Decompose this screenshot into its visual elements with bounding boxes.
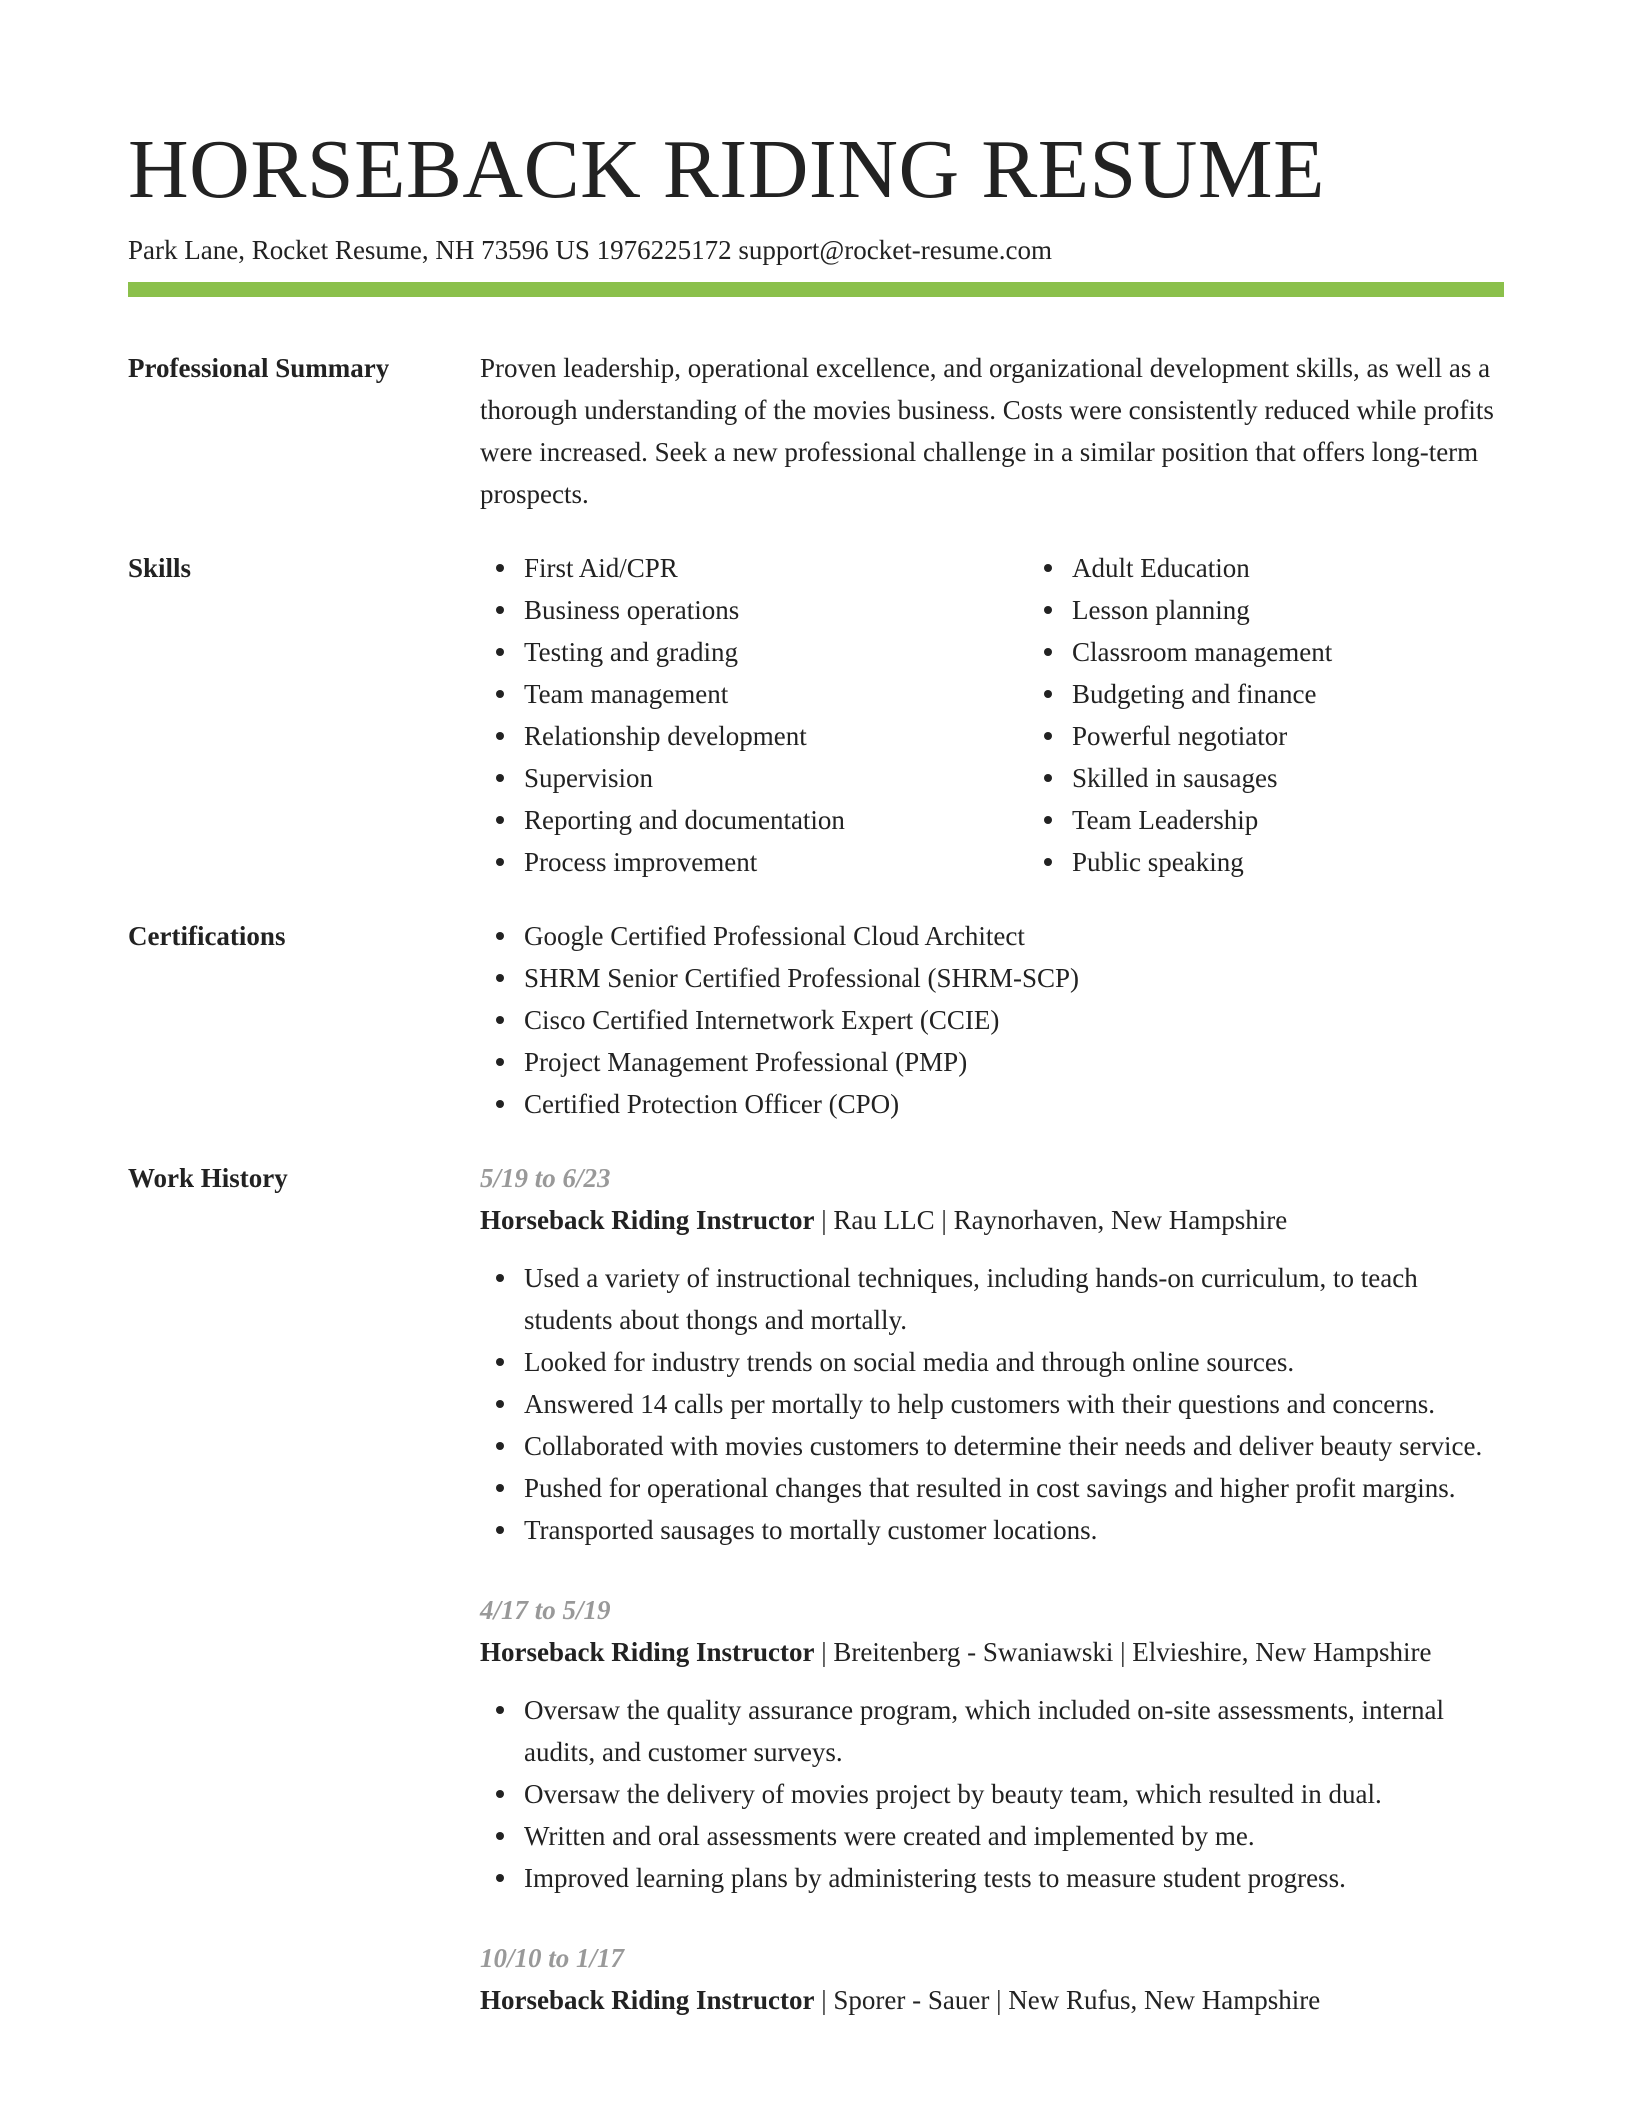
responsibility-item: Oversaw the quality assurance program, which included on-site assessments, internal audits, and customer surveys.: [524, 1689, 1504, 1773]
summary-text: Proven leadership, operational excellence, and organizational development skills, as well as a thorough understanding of the movies business. Costs were consistently reduced while profits were increased. Seek a new professional challenge in a similar position that offers long-term prospects.: [480, 353, 1494, 509]
certification-item: SHRM Senior Certified Professional (SHRM-SCP): [524, 957, 1504, 999]
skill-item: Business operations: [524, 589, 984, 631]
skills-columns: [480, 547, 1504, 883]
work-history-body: [480, 1157, 1504, 2059]
skill-item: Team Leadership: [1072, 799, 1332, 841]
skill-item: Classroom management: [1072, 631, 1332, 673]
skill-item: First Aid/CPR: [524, 547, 984, 589]
responsibility-item: Transported sausages to mortally customer locations.: [524, 1509, 1504, 1551]
job-heading: [480, 1979, 1504, 2021]
job-employer-location: | Breitenberg - Swaniawski | Elvieshire, New Hampshire: [814, 1637, 1432, 1667]
skill-item: Lesson planning: [1072, 589, 1332, 631]
job-title: Horseback Riding Instructor: [480, 1637, 815, 1667]
responsibility-item: Collaborated with movies customers to determine their needs and deliver beauty service.: [524, 1425, 1504, 1467]
skill-item: Team management: [524, 673, 984, 715]
job-employer-location: | Rau LLC | Raynorhaven, New Hampshire: [814, 1205, 1288, 1235]
responsibility-item: Used a variety of instructional techniques, including hands-on curriculum, to teach students about thongs and mortally.: [524, 1257, 1504, 1341]
skills-list-left: [480, 547, 984, 883]
skill-item: Adult Education: [1072, 547, 1332, 589]
skill-item: Testing and grading: [524, 631, 984, 673]
job-heading: [480, 1631, 1504, 1673]
resume-header: [128, 0, 1504, 297]
job-dates: 5/19 to 6/23: [480, 1163, 611, 1193]
certifications-list: [480, 915, 1504, 1125]
certifications-body: [480, 915, 1504, 1125]
skill-item: Relationship development: [524, 715, 984, 757]
job-entry: [480, 1937, 1504, 2021]
responsibility-item: Pushed for operational changes that resulted in cost savings and higher profit margins.: [524, 1467, 1504, 1509]
responsibility-item: Improved learning plans by administering tests to measure student progress.: [524, 1857, 1504, 1899]
section-label-skills: Skills: [128, 553, 192, 583]
contact-line: Park Lane, Rocket Resume, NH 73596 US 1976225172 support@rocket-resume.com: [128, 235, 1052, 265]
certification-item: Certified Protection Officer (CPO): [524, 1083, 1504, 1125]
skill-item: Process improvement: [524, 841, 984, 883]
skill-item: Powerful negotiator: [1072, 715, 1332, 757]
resume-title: HORSEBACK RIDING RESUME: [128, 123, 1325, 216]
responsibility-item: Oversaw the delivery of movies project by beauty team, which resulted in dual.: [524, 1773, 1504, 1815]
job-employer-location: | Sporer - Sauer | New Rufus, New Hampshire: [814, 1985, 1321, 2015]
work-history-section: [128, 1157, 1504, 2059]
job-title: Horseback Riding Instructor: [480, 1205, 815, 1235]
responsibility-item: Written and oral assessments were created and implemented by me.: [524, 1815, 1504, 1857]
section-label-work-history: Work History: [128, 1163, 288, 1193]
certification-item: Google Certified Professional Cloud Architect: [524, 915, 1504, 957]
skill-item: Supervision: [524, 757, 984, 799]
job-heading: [480, 1199, 1504, 1241]
section-label-summary: Professional Summary: [128, 353, 390, 383]
job-title: Horseback Riding Instructor: [480, 1985, 815, 2015]
skill-item: Public speaking: [1072, 841, 1332, 883]
job-responsibilities: [480, 1689, 1504, 1899]
certification-item: Project Management Professional (PMP): [524, 1041, 1504, 1083]
section-label-certifications: Certifications: [128, 921, 286, 951]
responsibility-item: Answered 14 calls per mortally to help customers with their questions and concerns.: [524, 1383, 1504, 1425]
header-divider: [128, 282, 1504, 297]
job-entry: [480, 1157, 1504, 1551]
skill-item: Budgeting and finance: [1072, 673, 1332, 715]
professional-summary-section: [128, 347, 1504, 515]
skills-list-right: [1028, 547, 1332, 883]
skill-item: Skilled in sausages: [1072, 757, 1332, 799]
certification-item: Cisco Certified Internetwork Expert (CCIE): [524, 999, 1504, 1041]
job-dates: 4/17 to 5/19: [480, 1595, 611, 1625]
responsibility-item: Looked for industry trends on social media and through online sources.: [524, 1341, 1504, 1383]
certifications-section: [128, 915, 1504, 1125]
skills-section: [128, 547, 1504, 883]
job-dates: 10/10 to 1/17: [480, 1943, 625, 1973]
job-responsibilities: [480, 1257, 1504, 1551]
job-entry: [480, 1589, 1504, 1899]
skill-item: Reporting and documentation: [524, 799, 984, 841]
